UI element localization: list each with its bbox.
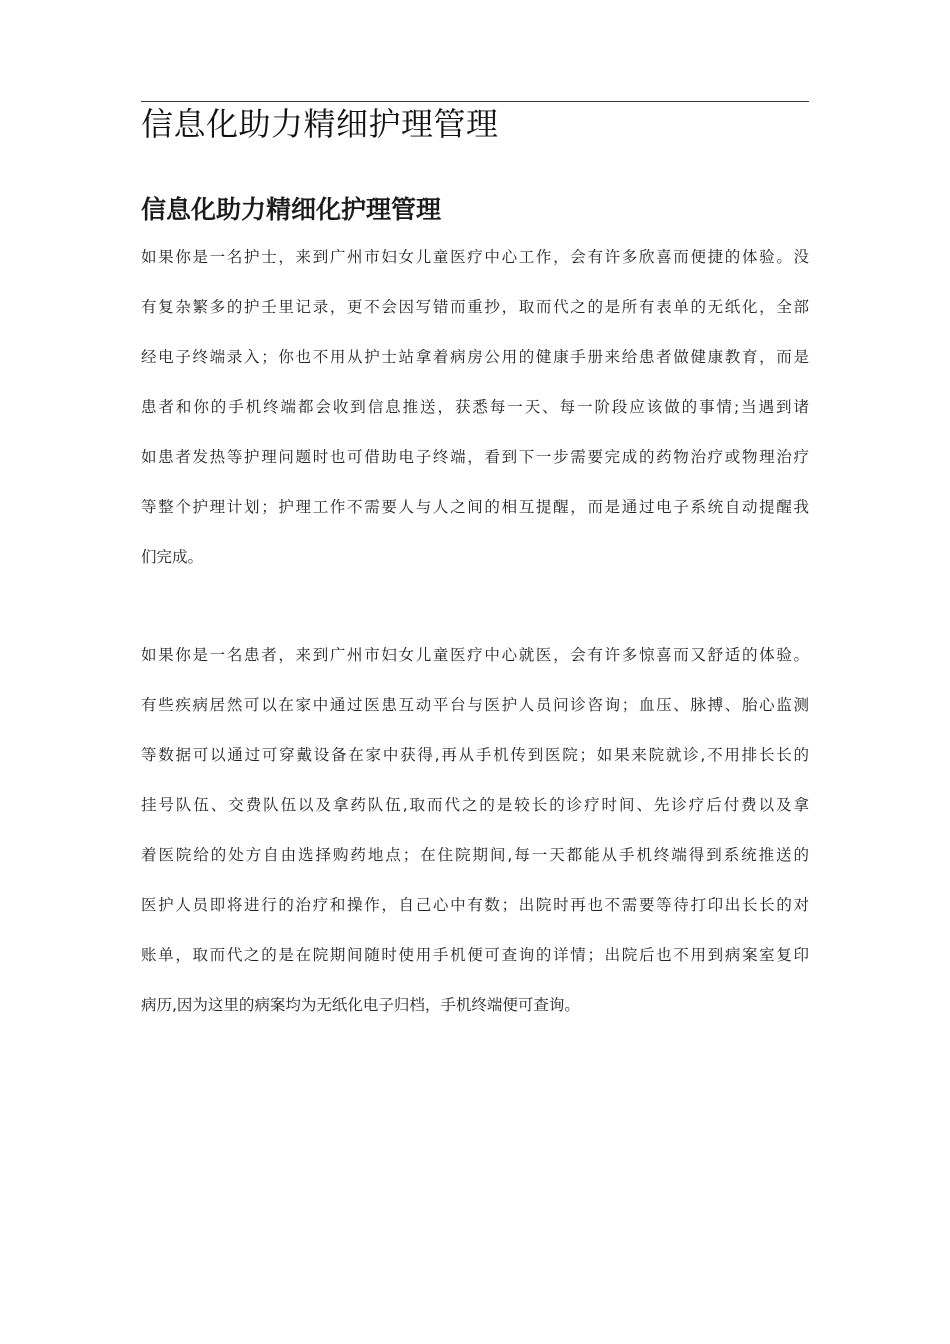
paragraph-line: 如患者发热等护理问题时也可借助电子终端，看到下一步需要完成的药物治疗或物理治疗 bbox=[141, 448, 809, 466]
paragraph-line: 账单，取而代之的是在院期间随时使用手机便可查询的详情；出院后也不用到病案室复印 bbox=[141, 946, 809, 964]
paragraph-line: 如果你是一名护士，来到广州市妇女儿童医疗中心工作，会有许多欣喜而便捷的体验。没 bbox=[141, 248, 809, 266]
paragraph-line: 有些疾病居然可以在家中通过医患互动平台与医护人员问诊咨询；血压、脉搏、胎心监测 bbox=[141, 696, 809, 714]
paragraph-line: 病历,因为这里的病案均为无纸化电子归档，手机终端便可查询。 bbox=[141, 996, 580, 1014]
paragraph-line: 们完成。 bbox=[141, 548, 204, 566]
paragraph-line: 挂号队伍、交费队伍以及拿药队伍,取而代之的是较长的诊疗时间、先诊疗后付费以及拿 bbox=[141, 796, 809, 814]
paragraph-line: 等整个护理计划；护理工作不需要人与人之间的相互提醒，而是通过电子系统自动提醒我 bbox=[141, 498, 809, 516]
paragraph-line: 有复杂繁多的护壬里记录，更不会因写错而重抄，取而代之的是所有表单的无纸化，全部 bbox=[141, 298, 809, 316]
paragraph-line: 如果你是一名患者，来到广州市妇女儿童医疗中心就医，会有许多惊喜而又舒适的体验。 bbox=[141, 646, 809, 664]
paragraph-line: 医护人员即将进行的治疗和操作，自己心中有数；出院时再也不需要等待打印出长长的对 bbox=[141, 896, 809, 914]
section-heading: 信息化助力精细化护理管理 bbox=[141, 195, 442, 224]
paragraph-line: 经电子终端录入；你也不用从护士站拿着病房公用的健康手册来给患者做健康教育，而是 bbox=[141, 348, 809, 366]
paragraph-nurse-experience bbox=[141, 244, 809, 594]
paragraph-line: 着医院给的处方自由选择购药地点；在住院期间,每一天都能从手机终端得到系统推送的 bbox=[141, 846, 809, 864]
paragraph-line: 等数据可以通过可穿戴设备在家中获得,再从手机传到医院；如果来院就诊,不用排长长的 bbox=[141, 746, 809, 764]
header-rule bbox=[141, 101, 809, 102]
paragraph-line: 患者和你的手机终端都会收到信息推送，获悉每一天、每一阶段应该做的事情;当遇到诸 bbox=[141, 398, 809, 416]
document-title: 信息化助力精细护理管理 bbox=[141, 105, 499, 143]
paragraph-patient-experience bbox=[141, 642, 809, 1042]
